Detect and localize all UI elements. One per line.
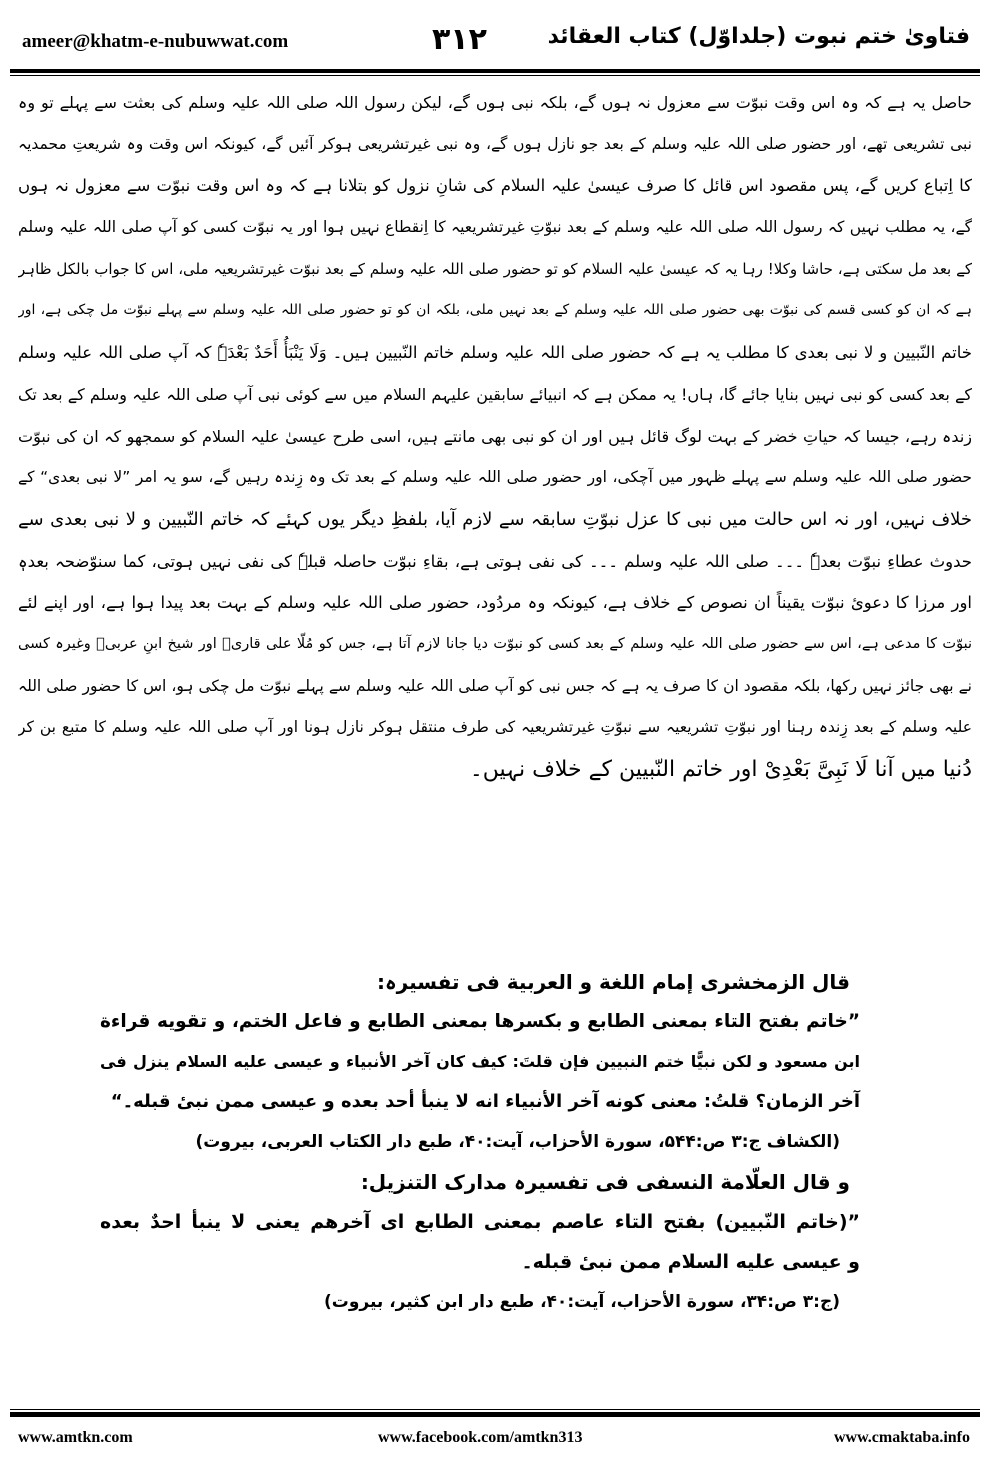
text-line: نے بھی جائز نہیں رکھا، بلکہ مقصود ان کا صرف یہ ہے کہ جس نبی کو آپ صلی اللہ علیہ وسلم سے پہلے نبوّت مل چکی ہو، اس کا حضور صلی اللہ xyxy=(18,676,972,695)
quote-line: آخر الزمان؟ قلتُ: معنی کونه آخر الأنبیاء انه لا ینبأ أحد بعده و عیسی ممن نبیٔ قبله۔“ xyxy=(110,1091,860,1112)
page-header xyxy=(0,0,990,80)
footer-link-amtkn[interactable]: www.amtkn.com xyxy=(18,1429,133,1446)
zamakhshari-quote xyxy=(0,962,990,1162)
text-line: کے بعد کسی کو نبی نہیں بنایا جائے گا، ہاں! یہ ممکن ہے کہ انبیائے سابقین علیہم السلام میں سے کوئی نبی آپ صلی اللہ علیہ وسلم کے بعد تک xyxy=(18,384,972,404)
text-line: ہے کہ ان کو کسی قسم کی نبوّت بھی حضور صلی اللہ علیہ وسلم کے بعد نہیں ملی، بلکہ ان کو تو حضور صلی اللہ علیہ وسلم سے پہلے نبوّت مل چکی ہے، اور xyxy=(18,302,972,319)
text-line: حاصل یہ ہے کہ وہ اس وقت نبوّت سے معزول نہ ہوں گے، بلکہ نبی ہوں گے، لیکن رسول اللہ صلی اللہ علیہ وسلم کی بعثت سے پہلے تو وہ xyxy=(18,93,972,112)
text-line: حضور صلی اللہ علیہ وسلم سے پہلے ظہور میں آچکی، اور حضور صلی اللہ علیہ وسلم کے بعد تک وہ زِندہ رہیں گے، سو یہ امر ”لا نبی بعدی“ کے xyxy=(18,468,972,487)
quote-line: ”(خاتم النّبیین) بفتح التاء عاصم بمعنی الطابع ای آخرهم یعنی لا ینبأ احدٌ بعده xyxy=(100,1211,860,1233)
quote-line: ابن مسعود و لکن نبیًّا ختم النبیین فإن قلتَ: کیف کان آخر الأنبیاء و عیسی علیه السلام ینزل فی xyxy=(100,1052,860,1071)
text-line: نبی تشریعی تھے، اور حضور صلی اللہ علیہ وسلم کے بعد جو نازل ہوں گے، وہ نبی غیرتشریعی ہوکر آئیں گے، کیونکہ اس وقت وہ شریعتِ محمدیہ xyxy=(18,134,972,153)
main-paragraph xyxy=(18,82,972,791)
footer-rule-thin xyxy=(10,1409,980,1410)
text-line: نبوّت کا مدعی ہے، اس سے حضور صلی اللہ علیہ وسلم کے بعد کسی کو نبوّت دیا جانا لازم آتا ہے، جس کو مُلّا علی قاریؒ اور شیخ ابنِ عربیؒ وغیرہ کسی xyxy=(18,635,972,652)
book-title: فتاویٰ ختم نبوت (جلداوّل) کتاب العقائد xyxy=(547,24,970,49)
page-number: ۳۱۲ xyxy=(432,22,487,57)
nasafi-quote xyxy=(0,1162,990,1322)
footer-link-cmaktaba[interactable]: www.cmaktaba.info xyxy=(833,1429,970,1446)
quote-heading: و قال العلّامة النسفی فی تفسیرہ مدارک التنزیل: xyxy=(360,1170,850,1194)
header-rule-thin xyxy=(10,75,980,76)
footer-rule-thick xyxy=(10,1412,980,1417)
header-rule-thick xyxy=(10,69,980,73)
text-line: حدوث عطاءِ نبوّت بعدہٗ ۔۔۔ صلی اللہ علیہ وسلم ۔۔۔ کی نفی ہوتی ہے، بقاءِ نبوّت حاصلہ قبلہٗ کی نفی نہیں ہوتی، کما سنوّضحہ بعدہٖ xyxy=(18,551,972,571)
text-line: زندہ رہے، جیسا کہ حیاتِ خضر کے بہت لوگ قائل ہیں اور ان کو نبی بھی مانتے ہیں، اسی طرح عیسیٰ علیہ السلام کو سمجھو کہ ان کی نبوّت xyxy=(18,426,972,446)
text-line: خلاف نہیں، اور نہ اس حالت میں نبی کا عزل نبوّتِ سابقہ سے لازم آیا، بلفظِ دیگر یوں کہئے کہ خاتم النّبیین و لا نبی بعدی سے xyxy=(18,508,972,530)
text-line: کے بعد مل سکتی ہے، حاشا وکلا! رہا یہ کہ عیسیٰ علیہ السلام کو تو حضور صلی اللہ علیہ وسلم کے بعد نبوّت غیرتشریعیہ ملی، اس کا جواب بالکل ظاہر xyxy=(18,259,972,278)
text-line: اور مرزا کا دعویٔ نبوّت یقیناً ان نصوص کے خلاف ہے، کیونکہ وہ مردُود، حضور صلی اللہ علیہ وسلم کے بہت بعد پیدا ہوا ہے، اور اپنے لئے xyxy=(18,593,972,613)
quote-line: و عیسی علیه السلام ممن نبیٔ قبله۔ xyxy=(521,1251,860,1273)
header-email: ameer@khatm-e-nubuwwat.com xyxy=(22,31,289,52)
text-line: گے، یہ مطلب نہیں کہ رسول اللہ صلی اللہ علیہ وسلم کے بعد نبوّتِ غیرتشریعیہ کا اِنقطاع نہیں ہوا اور یہ نبوّت کسی کو آپ صلی اللہ علیہ وسلم xyxy=(18,218,972,237)
text-line: علیہ وسلم کے بعد زِندہ رہنا اور نبوّتِ تشریعیہ سے نبوّتِ غیرتشریعیہ کی طرف منتقل ہوکر نازل ہونا اور آپ صلی اللہ علیہ وسلم کا متبع بن کر xyxy=(18,718,972,737)
quote-reference: (ج:۳ ص:۳۴، سورة الأحزاب، آیت:۴۰، طبع دار ابن کثیر، بیروت) xyxy=(323,1292,840,1312)
text-line: دُنیا میں آنا لَا نَبِیَّ بَعْدِیْ اور خاتم النّبیین کے خلاف نہیں۔ xyxy=(469,757,972,782)
footer-link-facebook[interactable]: www.facebook.com/amtkn313 xyxy=(378,1429,583,1446)
quote-reference: (الکشاف ج:۳ ص:۵۴۴، سورة الأحزاب، آیت:۴۰، طبع دار الکتاب العربی، بیروت) xyxy=(195,1132,840,1152)
quote-line: ”خاتم بفتح التاء بمعنی الطابع و بکسرها بمعنی الطابع و فاعل الختم، و تقویه قراءة xyxy=(100,1011,860,1032)
text-line: کا اِتباع کریں گے، پس مقصود اس قائل کا صرف عیسیٰ علیہ السلام کی شانِ نزول کو بتلانا ہے کہ وہ اس وقت نبوّت سے معزول نہ ہوں xyxy=(18,176,972,196)
quote-heading: قال الزمخشری إمام اللغة و العربیة فی تفسیرہ: xyxy=(376,970,850,994)
text-line: خاتم النّبیین و لا نبی بعدی کا مطلب یہ ہے کہ حضور صلی اللہ علیہ وسلم خاتم النّبیین ہیں۔ وَلَا یَنْبَأُ أَحَدٌ بَعْدَہٗ کہ آپ صلی اللہ علیہ وسلم xyxy=(18,343,972,363)
page-footer xyxy=(0,1425,990,1455)
